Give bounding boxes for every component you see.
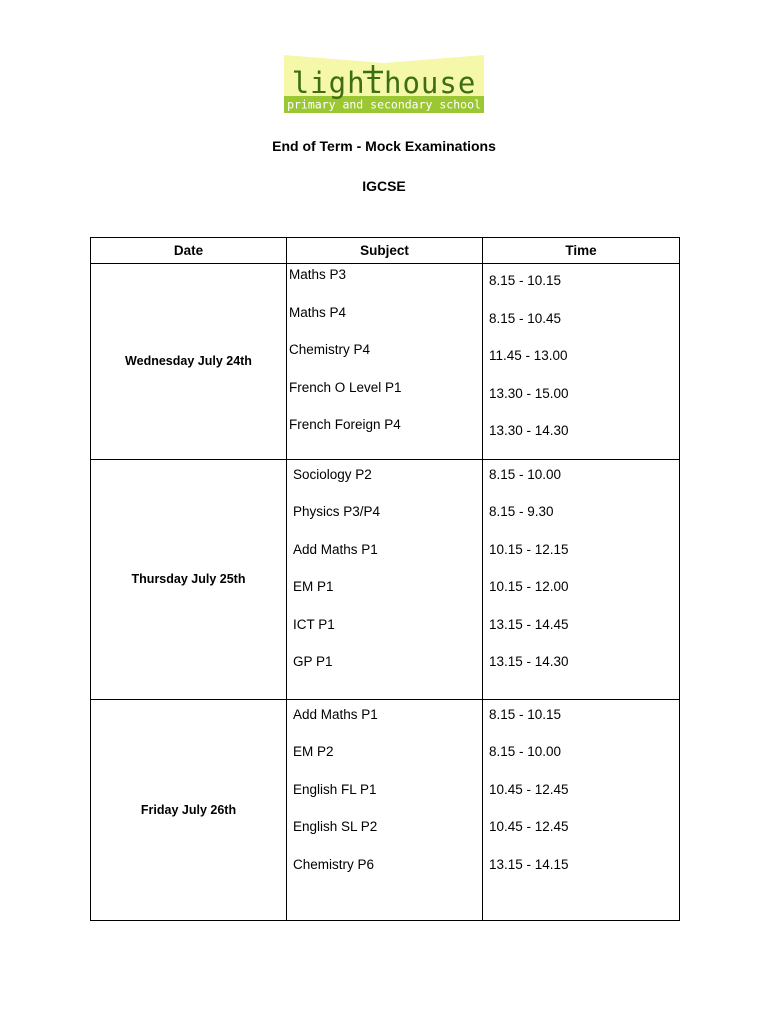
subject-item: GP P1 (293, 654, 333, 669)
subject-item: French O Level P1 (289, 379, 402, 395)
time-item: 10.45 - 12.45 (489, 819, 569, 834)
time-item: 10.15 - 12.00 (489, 579, 569, 594)
date-cell: Thursday July 25th (91, 459, 287, 699)
time-item: 13.30 - 14.30 (489, 423, 569, 438)
time-item: 11.45 - 13.00 (489, 348, 568, 363)
subject-cell (287, 264, 483, 460)
time-item: 8.15 - 10.15 (489, 706, 562, 722)
time-item: 13.30 - 15.00 (489, 385, 569, 401)
subject-item: Sociology P2 (293, 466, 372, 482)
date-cell: Wednesday July 24th (91, 264, 287, 460)
table-row (91, 264, 680, 460)
logo-tagline-text: primary and secondary school (287, 97, 481, 112)
subject-item: English SL P2 (293, 819, 378, 834)
school-logo (284, 55, 484, 113)
table-row (91, 699, 680, 920)
subject-item: French Foreign P4 (289, 417, 401, 432)
subject-item: Physics P3/P4 (293, 504, 381, 519)
lighthouse-logo-graphic (284, 55, 484, 113)
time-item: 10.45 - 12.45 (489, 781, 569, 797)
time-item: 13.15 - 14.15 (489, 856, 569, 872)
subject-item: EM P2 (293, 744, 334, 759)
document-subtitle: IGCSE (362, 178, 406, 194)
time-cell (483, 699, 680, 920)
time-cell (483, 264, 680, 460)
document-title: End of Term - Mock Examinations (272, 138, 496, 154)
table-row (91, 459, 680, 699)
date-cell: Friday July 26th (91, 699, 287, 920)
subject-item: Maths P4 (289, 304, 347, 320)
time-item: 8.15 - 9.30 (489, 504, 554, 519)
subject-item: Chemistry P6 (293, 856, 375, 872)
header-time: Time (483, 238, 680, 264)
subject-item: Chemistry P4 (289, 342, 371, 357)
table-header-row (91, 238, 680, 264)
subject-item: EM P1 (293, 579, 334, 594)
time-item: 8.15 - 10.15 (489, 273, 562, 288)
header-subject: Subject (287, 238, 483, 264)
exam-schedule-table (90, 237, 680, 921)
time-item: 13.15 - 14.30 (489, 654, 569, 669)
time-item: 8.15 - 10.00 (489, 466, 562, 482)
time-item: 8.15 - 10.00 (489, 744, 562, 759)
subject-item: Add Maths P1 (293, 706, 378, 722)
time-item: 8.15 - 10.45 (489, 310, 562, 326)
subject-item: Add Maths P1 (293, 541, 378, 557)
time-item: 13.15 - 14.45 (489, 616, 569, 632)
logo-brand-text: lighthouse (291, 66, 477, 100)
time-cell (483, 459, 680, 699)
subject-cell (287, 459, 483, 699)
subject-item: ICT P1 (293, 616, 335, 632)
subject-item: English FL P1 (293, 781, 377, 797)
subject-cell (287, 699, 483, 920)
subject-item: Maths P3 (289, 267, 347, 282)
header-date: Date (91, 238, 287, 264)
time-item: 10.15 - 12.15 (489, 541, 569, 557)
